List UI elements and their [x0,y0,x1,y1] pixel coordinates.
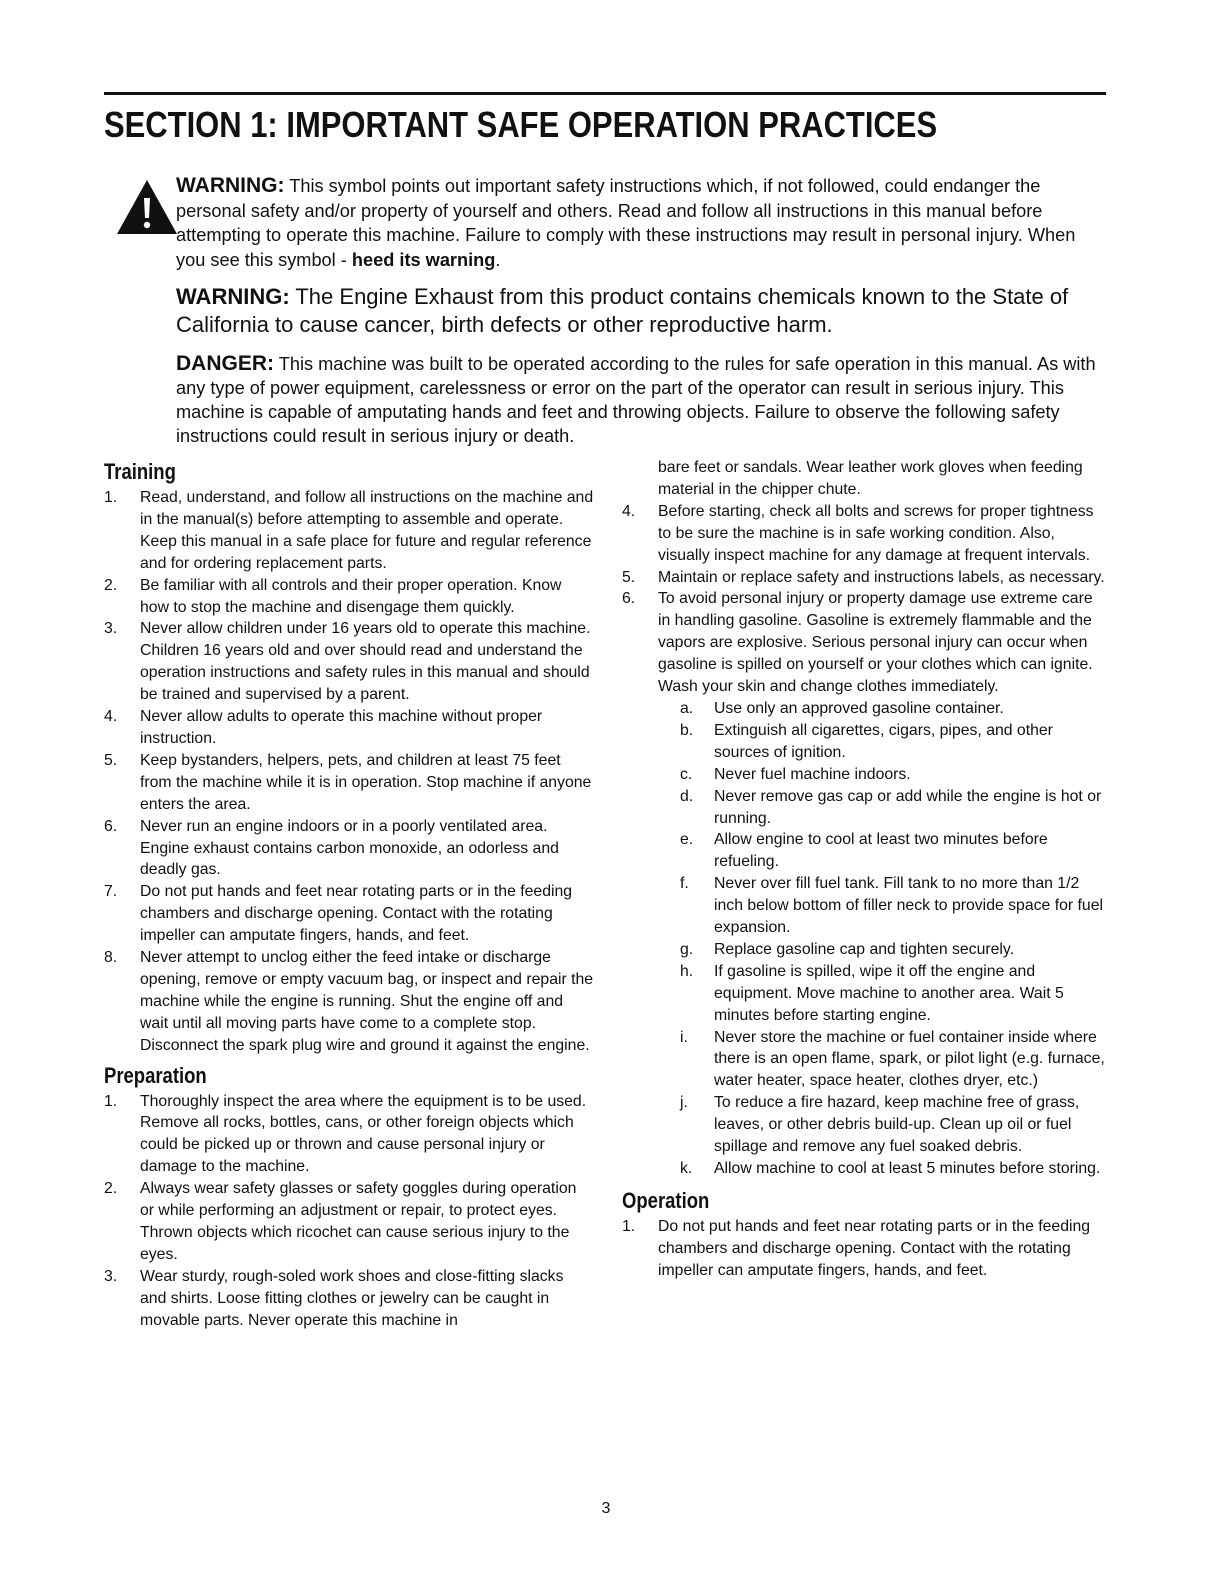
item-number: 8. [104,949,118,967]
item-number: 1. [622,1217,636,1235]
sub-item-text: Extinguish all cigarettes, cigars, pipes, and other sources of ignition. [714,721,1053,761]
item-text: Maintain or replace safety and instructions labels, as necessary. [658,568,1105,586]
list-item [104,706,594,750]
list-item [104,1266,594,1332]
list-item [622,501,1106,567]
list-item [104,487,594,575]
item-text: To avoid personal injury or property damage use extreme care in handling gasoline. Gasoline is extremely flammable and the vapors are explosive. Serious personal injury can occur when gasoline is spilled on yourself or your clothes which can ignite. Wash your skin and change clothes immediately. [658,590,1093,696]
item-number: 6. [622,590,636,608]
list-item [104,1091,594,1179]
sub-list-item [658,829,1106,873]
list-item [622,1216,1106,1282]
warning-end: . [495,249,501,270]
sub-list-item [658,764,1106,786]
item-text: Be familiar with all controls and their proper operation. Know how to stop the machine and disengage them quickly. [140,576,562,616]
item-text: Thoroughly inspect the area where the equipment is to be used. Remove all rocks, bottles, cans, or other foreign objects which could be picked up or thrown and cause personal injury or damage to the machine. [140,1092,587,1176]
item-number: 2. [104,576,118,594]
list-item [104,1178,594,1266]
operation-list [622,1216,1106,1282]
item-text: Before starting, check all bolts and screws for proper tightness to be sure the machine is in safe working condition. Also, visually inspect machine for any damage at frequent intervals. [658,502,1094,564]
warning-text: This symbol points out important safety instructions which, if not followed, could endanger the personal safety and/or property of yourself and others. Read and follow all instructions in this manual before attempting to operate this machine. Failure to comply with these instructions may result in personal injury. When you see this symbol - [176,176,1076,270]
list-item [104,575,594,619]
sub-item-text: Use only an approved gasoline container. [714,699,1004,717]
item-number: 1. [104,1092,118,1110]
item-text: Read, understand, and follow all instructions on the machine and in the manual(s) before attempting to assemble and operate. Keep this manual in a safe place for future and regular reference and for ordering replacement parts. [140,489,594,572]
sub-list-item [658,698,1106,720]
sub-item-letter: h. [680,962,694,980]
sub-item-letter: k. [680,1160,693,1177]
sub-item-letter: f. [680,875,689,893]
danger-lead: DANGER: [176,352,274,375]
item-number: 3. [104,620,118,638]
item-text: Never attempt to unclog either the feed intake or discharge opening, remove or empty vacuum bag, or inspect and repair the machine while the engine is running. Shut the engine off and wait until all moving parts have come to a complete stop. Disconnect the spark plug wire and ground it against the engine. [140,949,594,1054]
sub-item-letter: a. [680,699,694,717]
warning-notice-symbol [176,174,1106,272]
sub-item-letter: e. [680,831,694,849]
danger-text: This machine was built to be operated according to the rules for safe operation in this manual. As with any type of power equipment, carelessness or error on the part of the operator can result in serious injury. This machine is capable of amputating hands and feet and throwing objects. Failure to observe the following safety instructions could result in serious injury or death. [176,354,1096,446]
item-text: Keep bystanders, helpers, pets, and children at least 75 feet from the machine while it is in operation. Stop machine if anyone enters the area. [140,751,592,813]
warning-emphasis: heed its warning [351,249,496,270]
item-text: Wear sturdy, rough-soled work shoes and close-fitting slacks and shirts. Loose fitting clothes or jewelry can be caught in movable parts. Never operate this machine in [140,1267,564,1329]
sub-item-letter: i. [680,1028,688,1046]
item-text: Never allow adults to operate this machine without proper instruction. [140,708,543,747]
training-list [104,487,594,1057]
list-item [104,881,594,947]
item-text: Do not put hands and feet near rotating parts or in the feeding chambers and discharge opening. Contact with the rotating impeller can amputate fingers, hands, and feet. [658,1217,1091,1279]
sub-list-item [658,1027,1106,1093]
sub-item-letter: c. [680,765,693,783]
sub-list-item [658,1092,1106,1158]
warning-notice-california [176,283,1106,339]
item-number: 6. [104,817,118,835]
sub-item-text: Allow machine to cool at least 5 minutes before storing. [714,1160,1101,1177]
warning-text: The Engine Exhaust from this product contains chemicals known to the State of California to cause cancer, birth defects or other reproductive harm. [176,284,1069,337]
gasoline-sublist [658,698,1106,1180]
sub-item-letter: d. [680,787,694,805]
item-text: Do not put hands and feet near rotating parts or in the feeding chambers and discharge opening. Contact with the rotating impeller can amputate fingers, hands, and feet. [140,883,573,945]
left-column [104,457,594,1332]
item-continuation: bare feet or sandals. Wear leather work gloves when feeding material in the chipper chute. [658,459,1083,498]
training-heading: Training [104,459,176,484]
item-number: 1. [104,489,118,506]
item-text: Always wear safety glasses or safety goggles during operation or while performing an adjustment or repair, to protect eyes. Thrown objects which ricochet can cause serious injury to the eyes. [140,1180,577,1263]
warning-lead: WARNING: [176,174,285,197]
sub-item-text: To reduce a fire hazard, keep machine free of grass, leaves, or other debris build-up. Clean up oil or fuel spillage and remove any fuel soaked debris. [714,1094,1080,1156]
preparation-heading: Preparation [104,1062,207,1088]
sub-item-letter: g. [680,940,694,958]
sub-list-item [658,1158,1106,1180]
warning-triangle-icon [115,178,179,236]
sub-item-text: If gasoline is spilled, wipe it off the engine and equipment. Move machine to another area. Wait 5 minutes before starting engine. [714,962,1064,1024]
sub-item-text: Replace gasoline cap and tighten securely. [714,940,1015,958]
item-number: 7. [104,883,118,901]
sub-item-text: Never remove gas cap or add while the engine is hot or running. [714,787,1102,827]
item-number: 3. [104,1267,118,1285]
section-title: SECTION 1: IMPORTANT SAFE OPERATION PRACTICES [104,104,938,145]
item-number: 4. [104,708,118,726]
list-item [104,618,594,706]
sub-list-item [658,720,1106,764]
sub-item-letter: b. [680,721,694,739]
list-item [104,816,594,882]
item-text: Never run an engine indoors or in a poorly ventilated area. Engine exhaust contains carbon monoxide, an odorless and deadly gas. [140,817,559,879]
list-item [104,750,594,816]
item-number: 4. [622,502,636,520]
item-text: Never allow children under 16 years old to operate this machine. Children 16 years old and over should read and understand the operation instructions and safety rules in this manual and should be trained and supervised by a parent. [140,620,591,704]
danger-notice [176,352,1106,448]
preparation-list [104,1091,594,1332]
list-item [104,947,594,1057]
operation-heading: Operation [622,1187,710,1213]
warning-lead: WARNING: [176,284,290,309]
right-column [622,457,1106,1282]
sub-list-item [658,873,1106,939]
list-item [622,567,1106,589]
item-number: 5. [104,751,118,769]
sub-item-text: Never over fill fuel tank. Fill tank to no more than 1/2 inch below bottom of filler neck to provide space for fuel expansion. [714,875,1103,937]
sub-item-letter: j. [680,1094,688,1112]
top-rule [104,92,1106,95]
sub-list-item [658,939,1106,961]
sub-list-item [658,961,1106,1027]
sub-list-item [658,786,1106,830]
sub-item-text: Never store the machine or fuel container inside where there is an open flame, spark, or pilot light (e.g. furnace, water heater, space heater, clothes dryer, etc.) [714,1028,1105,1090]
item-number: 2. [104,1180,118,1198]
preparation-list-continued [622,501,1106,1180]
list-item [622,588,1106,1179]
item-number: 5. [622,568,636,586]
page-number: 3 [601,1500,611,1517]
sub-item-text: Never fuel machine indoors. [714,765,911,783]
sub-item-text: Allow engine to cool at least two minutes before refueling. [714,831,1048,871]
